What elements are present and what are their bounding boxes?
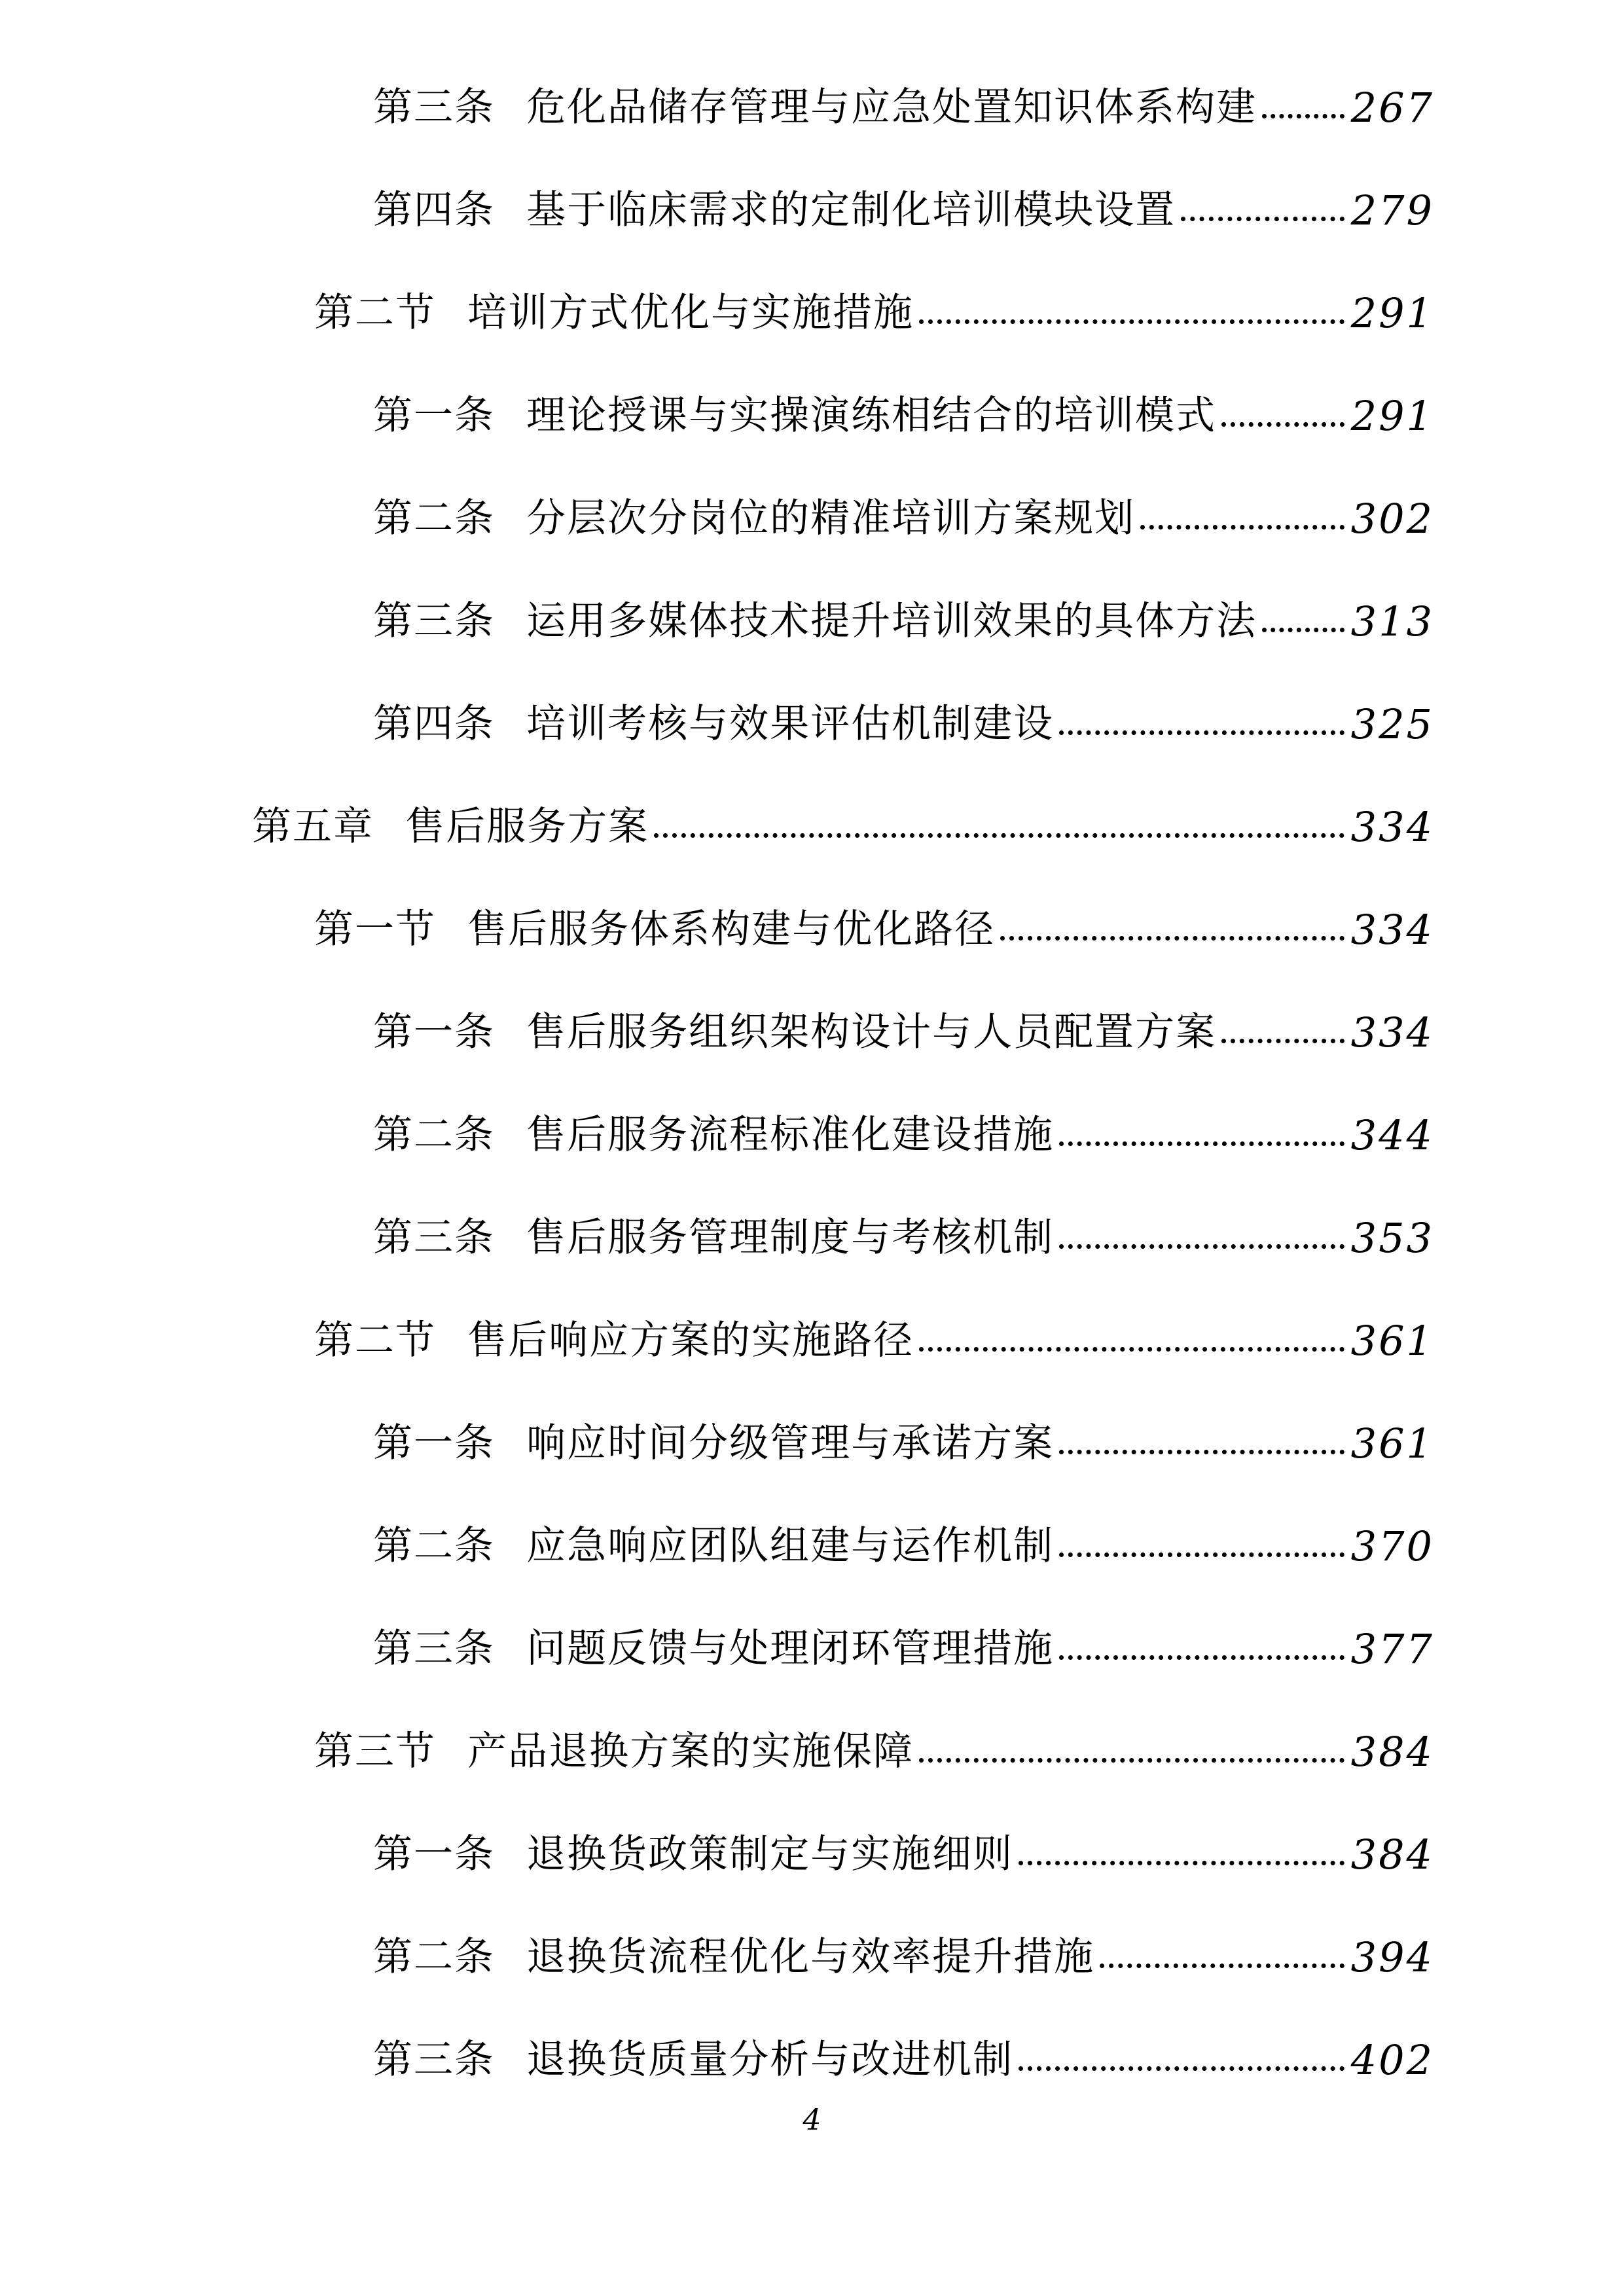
- dot-leader: [1140, 525, 1344, 529]
- dot-leader: [1181, 217, 1344, 221]
- toc-entry[interactable]: [373, 334, 1434, 440]
- toc-page-number: 370: [1350, 1522, 1434, 1570]
- dot-leader: [1000, 936, 1344, 941]
- toc-page-number: 279: [1350, 186, 1434, 234]
- dot-leader: [1059, 1655, 1344, 1660]
- toc-page-number: 353: [1350, 1213, 1434, 1262]
- toc-page-number: 394: [1350, 1933, 1434, 1981]
- toc-page-number: 344: [1350, 1111, 1434, 1159]
- toc-entry-label: 第二节 培训方式优化与实施措施: [314, 290, 914, 336]
- toc-entry[interactable]: [373, 540, 1434, 643]
- toc-entry-label: 第三条 运用多媒体技术提升培训效果的具体方法: [373, 598, 1257, 644]
- toc-page-number: 291: [1350, 289, 1434, 337]
- toc-page-number: 267: [1350, 83, 1434, 132]
- toc-entry[interactable]: [314, 232, 1434, 337]
- dot-leader: [1019, 2066, 1344, 2071]
- toc-entry-label: 第一节 售后服务体系构建与优化路径: [314, 906, 996, 952]
- toc-page-number: 384: [1350, 1830, 1434, 1878]
- toc-entry[interactable]: [252, 745, 1434, 851]
- toc-page-number: 325: [1350, 700, 1434, 748]
- toc-entry-label: 第三节 产品退换方案的实施保障: [314, 1729, 914, 1774]
- toc-page-number: 402: [1350, 2036, 1434, 2084]
- toc-entry-label: 第二节 售后响应方案的实施路径: [314, 1318, 914, 1363]
- dot-leader: [1059, 1141, 1344, 1146]
- toc-page-number: 302: [1350, 494, 1434, 543]
- toc-entry-label: 第二条 退换货流程优化与效率提升措施: [373, 1934, 1095, 1980]
- dot-leader: [1100, 1964, 1344, 1968]
- toc-entry[interactable]: [373, 1157, 1434, 1262]
- dot-leader: [1221, 422, 1344, 427]
- toc-entry-label: 第一条 理论授课与实操演练相结合的培训模式: [373, 393, 1217, 439]
- toc-entry[interactable]: [373, 643, 1434, 748]
- toc-entry-label: 第二条 应急响应团队组建与运作机制: [373, 1523, 1055, 1569]
- toc-page-number: 334: [1350, 1008, 1434, 1056]
- toc-entry[interactable]: [373, 26, 1434, 132]
- toc-entry-label: 第五章 售后服务方案: [252, 804, 649, 850]
- toc-page-number: 313: [1350, 597, 1434, 645]
- toc-entry[interactable]: [373, 1054, 1434, 1157]
- dot-leader: [1019, 1861, 1344, 1865]
- toc-entry[interactable]: [314, 1670, 1434, 1776]
- toc-entry-label: 第二条 分层次分岗位的精准培训方案规划: [373, 495, 1136, 541]
- toc-page-number: 377: [1350, 1624, 1434, 1673]
- toc-entry[interactable]: [314, 1259, 1434, 1365]
- toc-entry-label: 第二条 售后服务流程标准化建设措施: [373, 1112, 1055, 1158]
- toc-entry-label: 第三条 售后服务管理制度与考核机制: [373, 1215, 1055, 1261]
- dot-leader: [1059, 1244, 1344, 1249]
- toc-page-number: 384: [1350, 1727, 1434, 1776]
- toc-entry[interactable]: [373, 437, 1434, 543]
- toc-page-number: 361: [1350, 1419, 1434, 1467]
- dot-leader: [919, 1758, 1344, 1763]
- dot-leader: [1262, 114, 1344, 118]
- toc-entry[interactable]: [373, 1362, 1434, 1465]
- dot-leader: [1059, 1552, 1344, 1557]
- toc-entry-label: 第四条 培训考核与效果评估机制建设: [373, 701, 1055, 747]
- toc-entry-label: 第一条 售后服务组织架构设计与人员配置方案: [373, 1009, 1217, 1055]
- toc-entry[interactable]: [373, 1876, 1434, 1979]
- toc-entry-label: 第一条 响应时间分级管理与承诺方案: [373, 1420, 1055, 1466]
- dot-leader: [1262, 628, 1344, 632]
- toc-entry-label: 第三条 危化品储存管理与应急处置知识体系构建: [373, 84, 1257, 130]
- dot-leader: [919, 1347, 1344, 1352]
- toc-entry-label: 第三条 退换货质量分析与改进机制: [373, 2037, 1014, 2083]
- toc-entry[interactable]: [314, 848, 1434, 954]
- dot-leader: [1221, 1039, 1344, 1043]
- toc-entry-label: 第三条 问题反馈与处理闭环管理措施: [373, 1626, 1055, 1672]
- toc-entry[interactable]: [373, 951, 1434, 1054]
- toc-entry[interactable]: [373, 1773, 1434, 1876]
- dot-leader: [1059, 1450, 1344, 1454]
- footer-page-number: 4: [803, 2104, 821, 2137]
- toc-page-number: 334: [1350, 802, 1434, 851]
- toc-entry-label: 第一条 退换货政策制定与实施细则: [373, 1831, 1014, 1877]
- toc-entry[interactable]: [373, 1465, 1434, 1568]
- toc-entry[interactable]: [373, 129, 1434, 232]
- toc-page-number: 361: [1350, 1316, 1434, 1365]
- dot-leader: [919, 319, 1344, 324]
- toc-page-number: 334: [1350, 905, 1434, 954]
- toc-entry[interactable]: [373, 1568, 1434, 1673]
- toc-page-number: 291: [1350, 391, 1434, 440]
- dot-leader: [1059, 730, 1344, 735]
- toc-entry-label: 第四条 基于临床需求的定制化培训模块设置: [373, 187, 1176, 233]
- dot-leader: [654, 833, 1344, 838]
- toc-entry[interactable]: [373, 1979, 1434, 2084]
